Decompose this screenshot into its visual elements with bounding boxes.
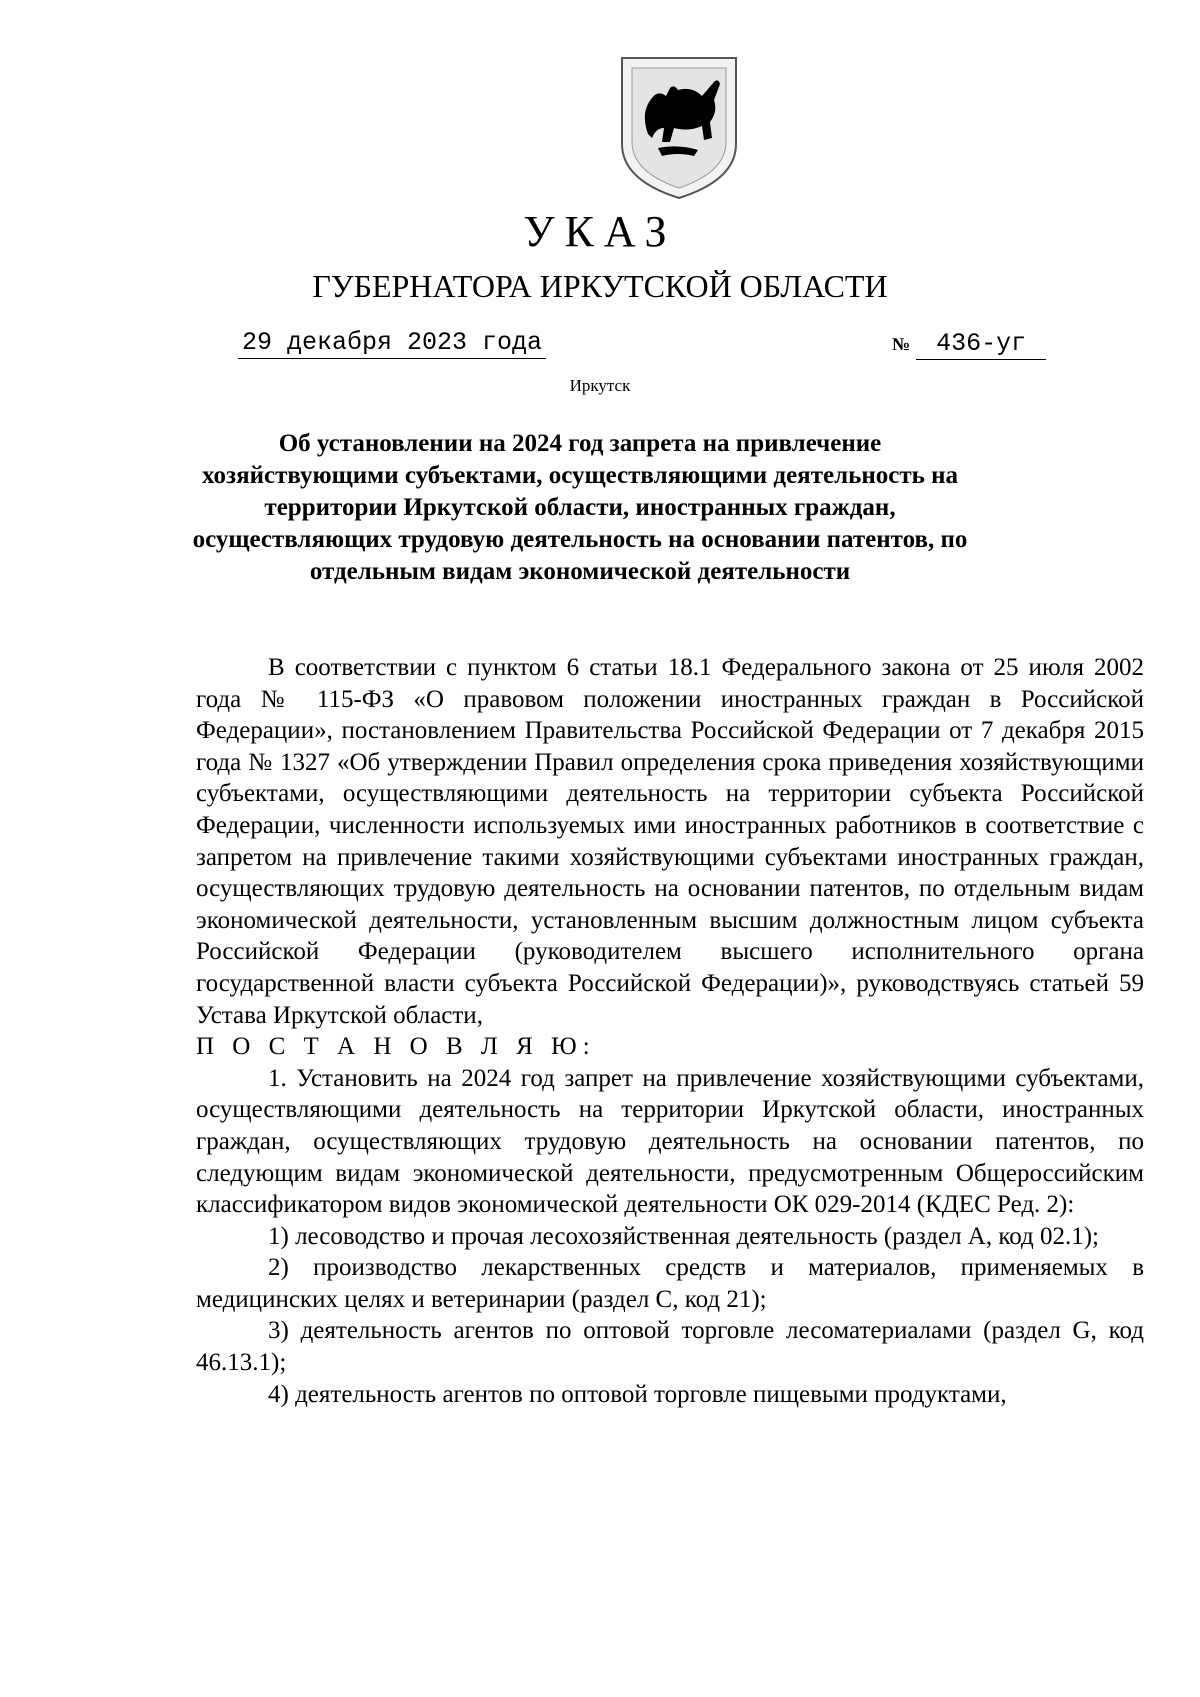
- date-value: 29 декабря 2023 года: [238, 330, 546, 359]
- document-heading: Об установлении на 2024 год запрета на привлечение хозяйствующими субъектами, осуществляющими деятельность на территории Иркутской области, иностранных граждан, осуществляющих трудовую деятельность на основании патентов, по отдельным видам экономической деятельности: [192, 430, 968, 585]
- subitem-paragraph: 3) деятельность агентов по оптовой торговле лесоматериалами (раздел G, код 46.13.1);: [196, 1317, 1144, 1377]
- document-body: [196, 652, 1144, 1410]
- subitem-paragraph: 4) деятельность агентов по оптовой торговле пищевыми продуктами,: [268, 1380, 1007, 1408]
- document-number: [892, 330, 1046, 360]
- document-date: [238, 330, 546, 359]
- number-value: 436-уг: [916, 331, 1046, 360]
- document-subtitle: ГУБЕРНАТОРА ИРКУТСКОЙ ОБЛАСТИ: [312, 268, 888, 304]
- number-sign: №: [892, 334, 911, 354]
- decree-word: П О С Т А Н О В Л Я Ю:: [196, 1033, 596, 1061]
- coat-of-arms-icon: [618, 52, 740, 202]
- preamble-paragraph: В соответствии с пунктом 6 статьи 18.1 Федерального закона от 25 июля 2002 года № 115-ФЗ «О правовом положении иностранных граждан в Российской Федерации», постановлением Правительства Российской Федерации от 7 декабря 2015 года № 1327 «Об утверждении Правил определения срока приведения хозяйствующими субъектами, осуществляющими деятельность на территории субъекта Российской Федерации, численности используемых ими иностранных работников в соответствие с запретом на привлечение такими хозяйствующими субъектами иностранных граждан, осуществляющих трудовую деятельность на основании патентов, по отдельным видам экономической деятельности, установленным высшим должностным лицом субъекта Российской Федерации (руководителем высшего исполнительного органа государственной власти субъекта Российской Федерации)», руководствуясь статьей 59 Устава Иркутской области,: [196, 654, 1144, 1029]
- document-title: УКАЗ: [523, 207, 677, 256]
- subitem-paragraph: 1) лесоводство и прочая лесохозяйственная деятельность (раздел А, код 02.1);: [268, 1222, 1100, 1250]
- item-1-paragraph: 1. Установить на 2024 год запрет на привлечение хозяйствующими субъектами, осуществляющими деятельность на территории Иркутской области, иностранных граждан, осуществляющих трудовую деятельность на основании патентов, по следующим видам экономической деятельности, предусмотренным Общероссийским классификатором видов экономической деятельности ОК 029-2014 (КДЕС Ред. 2):: [196, 1064, 1144, 1219]
- subitem-paragraph: 2) производство лекарственных средств и материалов, применяемых в медицинских целях и ветеринарии (раздел С, код 21);: [196, 1254, 1144, 1313]
- document-city: Иркутск: [569, 376, 631, 395]
